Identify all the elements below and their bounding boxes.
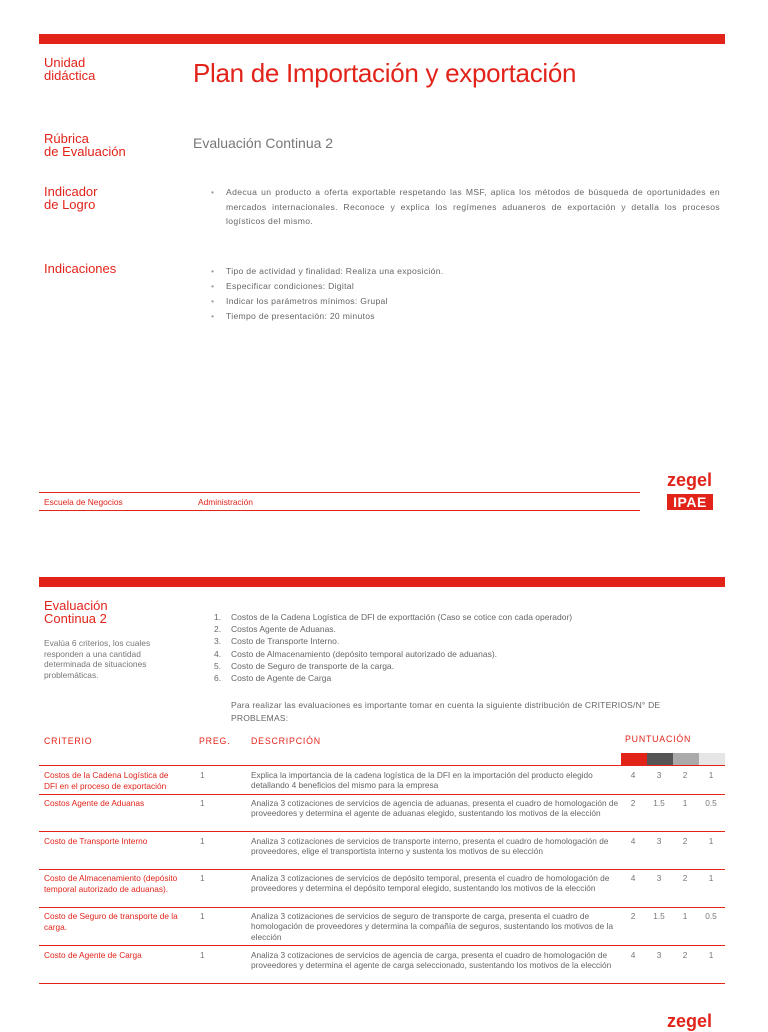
row-score: 3 [656, 950, 662, 960]
score-bar-2 [647, 753, 673, 765]
row-score: 2 [630, 798, 636, 808]
row-score: 3 [656, 836, 662, 846]
table-divider [39, 765, 725, 766]
row-score: 2 [630, 911, 636, 921]
row-criterio: Costo de Seguro de transporte de la carga. [44, 911, 178, 932]
row-preg: 1 [200, 770, 205, 780]
score-bar-4 [699, 753, 725, 765]
row-preg: 1 [200, 911, 205, 921]
zegel-logo-text: zegel [667, 1011, 713, 1031]
row-descripcion: Analiza 3 cotizaciones de servicios de agencia de aduanas, presenta el cuadro de homologación de proveedores y determina el agente de aduanas elegido, sustentando los motivos de la elección [251, 798, 619, 819]
row-score: 2 [682, 950, 688, 960]
row-preg: 1 [200, 798, 205, 808]
row-preg: 1 [200, 950, 205, 960]
row-score: 1 [708, 836, 714, 846]
row-score: 4 [630, 836, 636, 846]
criteria-list [214, 611, 572, 684]
table-divider [39, 945, 725, 946]
row-score: 3 [656, 873, 662, 883]
label-indicador-logro: Indicador de Logro [44, 184, 98, 212]
header-puntuacion: PUNTUACIÓN [625, 734, 692, 744]
indicador-list [208, 185, 720, 229]
row-criterio: Costos Agente de Aduanas [44, 798, 145, 808]
table-divider [39, 831, 725, 832]
row-descripcion: Analiza 3 cotizaciones de servicios de transporte interno, presenta el cuadro de homologación de proveedores, elige el transportista interno y sustenta los motivos de su elección [251, 836, 609, 857]
criteria-item: 5. Costo de Seguro de transporte de la carga. [214, 660, 395, 671]
row-score: 1 [708, 770, 714, 780]
row-score: 2 [682, 770, 688, 780]
label-unidad-didactica: Unidad didáctica [44, 55, 96, 83]
row-criterio: Costo de Agente de Carga [44, 950, 142, 960]
row-score: 1.5 [653, 798, 665, 808]
row-descripcion: Analiza 3 cotizaciones de servicios de agencia de carga, presenta el cuadro de homologación de proveedores y determina el agente de carga seleccionado, sustentando los motivos de la elección [251, 950, 612, 971]
table-divider [39, 794, 725, 795]
indicaciones-item: • Indicar los parámetros mínimos: Grupal [208, 294, 443, 309]
table-divider [39, 869, 725, 870]
label-indicaciones: Indicaciones [44, 261, 117, 276]
criteria-item: 4. Costo de Almacenamiento (depósito temporal autorizado de aduanas). [214, 648, 498, 659]
row-score: 0.5 [705, 798, 717, 808]
row-score: 0.5 [705, 911, 717, 921]
header-preg: PREG. [199, 736, 231, 746]
criteria-item: 1. Costos de la Cadena Logística de DFI de exporttación (Caso se cotice con cada operador) [214, 612, 573, 622]
row-preg: 1 [200, 873, 205, 883]
row-criterio: Costos de la Cadena Logística de DFI en el proceso de exportación [44, 770, 169, 791]
top-red-bar [39, 34, 725, 44]
score-bar-1 [621, 753, 647, 765]
indicaciones-item: • Tipo de actividad y finalidad: Realiza una exposición. [208, 264, 443, 279]
page2-red-bar [39, 577, 725, 587]
row-descripcion: Analiza 3 cotizaciones de servicios de seguro de transporte de carga, presenta el cuadro de homologación de proveedores y determina la compañía de seguros, sustentando los motivos de la elección [251, 911, 614, 942]
indicador-item: • Adecua un producto a oferta exportable respetando las MSF, aplica los métodos de búsqueda de oportunidades en mercados internacionales. Reconoce y explica los regímenes aduaneros de exportación y detalla los procesos logísticos del mismo. [208, 185, 720, 229]
row-score: 4 [630, 770, 636, 780]
indicaciones-item: • Especificar condiciones: Digital [208, 279, 443, 294]
row-criterio: Costo de Almacenamiento (depósito temporal autorizado de aduanas). [44, 873, 178, 894]
row-score: 4 [630, 950, 636, 960]
header-criterio: CRITERIO [44, 736, 93, 746]
score-bar-3 [673, 753, 699, 765]
row-score: 1 [682, 798, 688, 808]
row-criterio: Costo de Transporte Interno [44, 836, 148, 846]
distribution-note: Para realizar las evaluaciones es importante tomar en cuenta la siguiente distribución de CRITERIOS/N° DE PROBLEMAS: [231, 700, 661, 723]
page-title: Plan de Importación y exportación [193, 58, 577, 88]
label-evaluacion-continua: Evaluación Continua 2 [44, 598, 108, 626]
row-descripcion: Explica la importancia de la cadena logística de la DFI en la importación del producto elegido detallando 4 beneficios del mismo para la empresa [251, 770, 593, 791]
ipae-logo-badge: IPAE [667, 494, 713, 510]
footer-area: Administración [198, 497, 253, 507]
row-score: 1 [708, 873, 714, 883]
criteria-item: 2. Costos Agente de Aduanas. [214, 624, 336, 635]
row-score: 1 [682, 911, 688, 921]
row-score: 2 [682, 873, 688, 883]
header-descripcion: DESCRIPCIÓN [251, 736, 321, 746]
indicaciones-item: • Tiempo de presentación: 20 minutos [208, 309, 443, 324]
indicaciones-list [208, 264, 443, 324]
row-descripcion: Analiza 3 cotizaciones de servicios de depósito temporal, presenta el cuadro de homologación de proveedores y determina el depósito temporal elegido, sustentando los motivos de la elección [251, 873, 610, 894]
table-divider [39, 983, 725, 984]
row-score: 2 [682, 836, 688, 846]
row-score: 1.5 [653, 911, 665, 921]
row-score: 1 [708, 950, 714, 960]
row-score: 3 [656, 770, 662, 780]
zegel-logo-text: zegel [667, 470, 713, 490]
footer-line-top [39, 492, 640, 493]
table-divider [39, 907, 725, 908]
footer-line-bottom [39, 510, 640, 511]
row-preg: 1 [200, 836, 205, 846]
criteria-item: 3. Costo de Transporte Interno. [214, 636, 340, 647]
criteria-item: 6. Costo de Agente de Carga [214, 673, 332, 684]
evaluation-description: Evalúa 6 criterios, los cuales responden a una cantidad determinada de situaciones problemáticas. [44, 638, 151, 680]
row-score: 4 [630, 873, 636, 883]
footer-school: Escuela de Negocios [44, 497, 123, 507]
label-rubrica: Rúbrica de Evaluación [44, 131, 126, 159]
rubrica-value: Evaluación Continua 2 [193, 135, 334, 151]
